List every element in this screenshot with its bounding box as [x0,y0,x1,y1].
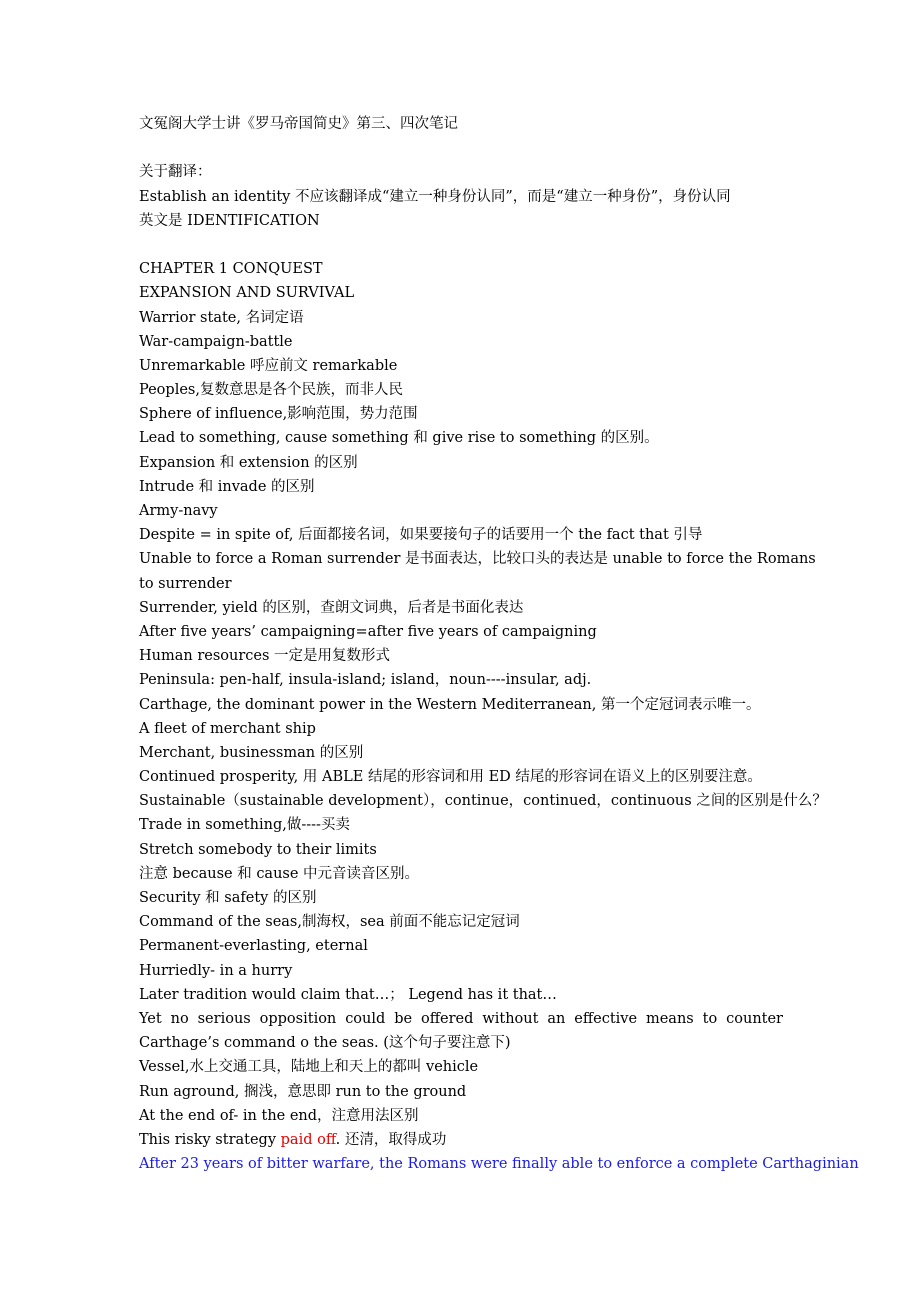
risky-suffix: . 还清，取得成功 [335,1131,447,1148]
blank-line [139,136,783,160]
note-line: Run aground, 搁浅，意思即 run to the ground [139,1083,467,1100]
note-line: 注意 because 和 cause 中元音读音区别。 [139,865,420,882]
chapter-heading: CHAPTER 1 CONQUEST [139,261,323,278]
note-line: After five years’ campaigning=after five years of campaigning [139,623,597,640]
translation-heading: 关于翻译： [139,164,212,181]
note-line: Unable to force a Roman surrender 是书面表达，比较口头的表达是 unable to force the Romans [139,551,816,568]
note-line: Warrior state, 名词定语 [139,309,304,326]
note-line: Lead to something, cause something 和 give rise to something 的区别。 [139,430,659,447]
note-line: Expansion 和 extension 的区别 [139,454,358,471]
note-line: Hurriedly- in a hurry [139,962,293,979]
note-line: to surrender [139,575,232,592]
note-line: Sustainable（sustainable development），continue，continued，continuous 之间的区别是什么？ [139,793,827,810]
note-line: Human resources 一定是用复数形式 [139,648,391,665]
note-line: War-campaign-battle [139,333,293,350]
note-line: Continued prosperity, 用 ABLE 结尾的形容词和用 ED 结尾的形容词在语义上的区别要注意。 [139,769,762,786]
final-sentence: After 23 years of bitter warfare, the Romans were finally able to enforce a complete Carthaginian [139,1156,859,1173]
note-line: Surrender, yield 的区别，查朗文词典，后者是书面化表达 [139,599,524,616]
note-line: Carthage, the dominant power in the Western Mediterranean, 第一个定冠词表示唯一。 [139,696,761,713]
paid-off-highlight: paid off [280,1131,336,1148]
section-heading: EXPANSION AND SURVIVAL [139,285,355,302]
note-line: At the end of- in the end，注意用法区别 [139,1107,419,1124]
document-body [139,112,859,1176]
note-line: Unremarkable 呼应前文 remarkable [139,357,398,374]
document-title: 文冤阁大学士讲《罗马帝国简史》第三、四次笔记 [139,116,458,132]
note-line: Stretch somebody to their limits [139,841,377,858]
risky-strategy-line [139,1128,783,1152]
note-line: Despite = in spite of, 后面都接名词，如果要接句子的话要用一个 the fact that 引导 [139,527,703,544]
note-line: A fleet of merchant ship [139,720,316,737]
note-line: Sphere of influence,影响范围，势力范围 [139,406,418,423]
yet-sentence: Yet no serious opposition could be offered without an effective means to counter Carthage’s command o the seas. (这个句子要注意下) [139,1010,783,1052]
note-line: Security 和 safety 的区别 [139,890,317,906]
note-line: Peninsula: pen-half, insula-island; island，noun----insular, adj. [139,672,592,689]
note-line: Later tradition would claim that…； Legend has it that… [139,986,557,1003]
note-line: Command of the seas,制海权，sea 前面不能忘记定冠词 [139,914,520,931]
note-line: Trade in something,做----买卖 [139,817,350,834]
note-line: Intrude 和 invade 的区别 [139,478,315,495]
risky-prefix: This risky strategy [139,1131,281,1148]
blank-line [139,233,783,257]
note-line: Peoples,复数意思是各个民族，而非人民 [139,382,403,399]
translation-note-line: Establish an identity 不应该翻译成“建立一种身份认同”，而是“建立一种身份”，身份认同 [139,188,731,205]
note-line: Merchant, businessman 的区别 [139,744,364,761]
translation-note-line: 英文是 IDENTIFICATION [139,212,320,229]
note-line: Permanent-everlasting, eternal [139,938,368,955]
note-line: Vessel,水上交通工具，陆地上和天上的都叫 vehicle [139,1059,479,1076]
note-line: Army-navy [139,503,218,519]
